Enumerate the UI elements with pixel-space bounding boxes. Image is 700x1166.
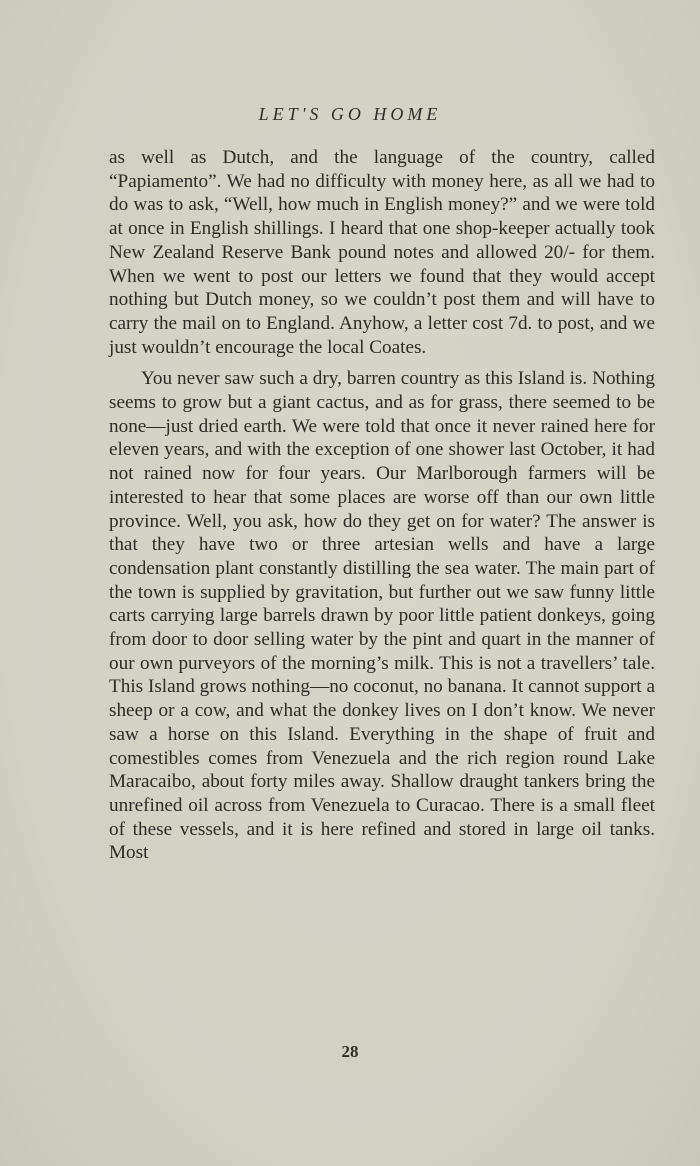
page-number: 28 bbox=[341, 1042, 359, 1061]
body-text bbox=[109, 146, 655, 865]
paragraph-2: You never saw such a dry, barren country as this Island is. Nothing seems to grow but a giant cactus, and as for grass, there seemed to be none—just dried earth. We were told that once it never rained here for eleven years, and with the exception of one shower last October, it had not rained now for four years. Our Marlborough farmers will be interested to hear that some places are worse off than our own little province. Well, you ask, how do they get on for water? The answer is that they have two or three artesian wells and have a large condensation plant constantly distilling the sea water. The main part of the town is supplied by gravitation, but further out we saw funny little carts carrying large barrels drawn by poor little patient donkeys, going from door to door selling water by the pint and quart in the manner of our own purveyors of the morning’s milk. This is not a travellers’ tale. This Island grows nothing—no coconut, no banana. It cannot support a sheep or a cow, and what the donkey lives on I don’t know. We never saw a horse on this Island. Everything in the shape of fruit and comestibles comes from Venezuela and the rich region round Lake Maracaibo, about forty miles away. Shallow draught tankers bring the unrefined oil across from Venezuela to Curacao. There is a small fleet of these vessels, and it is here refined and stored in large oil tanks. Most bbox=[109, 368, 655, 864]
paragraph-1: as well as Dutch, and the language of the country, called “Papiamento”. We had no difficulty with money here, as all we had to do was to ask, “Well, how much in English money?” and we were told at once in English shillings. I heard that one shop-keeper actually took New Zealand Reserve Bank pound notes and allowed 20/- for them. When we went to post our letters we found that they would accept nothing but Dutch money, so we couldn’t post them and will have to carry the mail on to England. Anyhow, a letter cost 7d. to post, and we just wouldn’t encourage the local Coates. bbox=[109, 147, 655, 358]
running-head-title: LET'S GO HOME bbox=[258, 104, 442, 124]
